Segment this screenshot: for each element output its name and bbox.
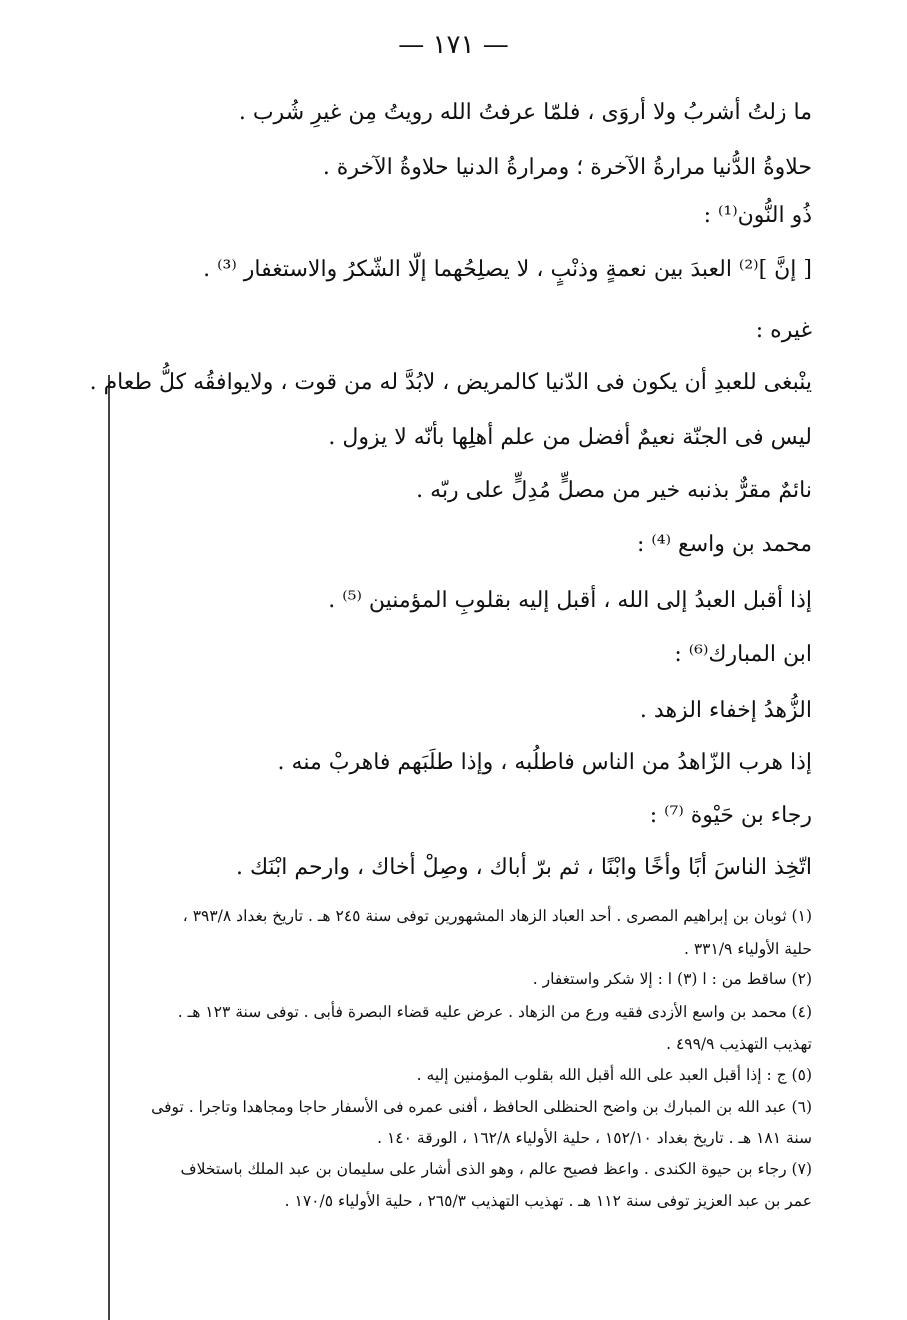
text-line-2: حلاوةُ الدُّنيا مرارةُ الآخرة ؛ ومرارةُ الدنيا حلاوةُ الآخرة .: [322, 155, 812, 180]
footnote-line-4: (٤) محمد بن واسع الأزدى فقيه ورع من الزهاد . عرض عليه قضاء البصرة فأبى . توفى سنة ١٢٣ هـ .: [177, 1003, 812, 1021]
footnote-line-8: سنة ١٨١ هـ . تاريخ بغداد ١٥٢/١٠ ، حلية الأولياء ١٦٢/٨ ، الورقة ١٤٠ .: [377, 1129, 812, 1147]
speaker-raja-bin-haywa: رجاء بن حَيْوة ⁽⁷⁾ :: [649, 803, 812, 828]
footnote-line-6: (٥) ج : إذا أقبل العبد على الله أقبل الله بقلوب المؤمنين إليه .: [416, 1066, 812, 1084]
speaker-other: غيره :: [755, 318, 812, 343]
footnote-line-9: (٧) رجاء بن حيوة الكندى . واعظ فصيح عالم ، وهو الذى أشار على سليمان بن عبد الملك باستخلاف: [180, 1160, 812, 1178]
text-line-12: الزُّهدُ إخفاء الزهد .: [639, 698, 812, 723]
text-line-4: [ إنَّ ]⁽²⁾ العبدَ بين نعمةٍ وذنْبٍ ، لا يصلِحُهما إلّا الشّكرُ والاستغفار ⁽³⁾ .: [203, 257, 812, 282]
text-line-10: إذا أقبل العبدُ إلى الله ، أقبل إليه بقلوبِ المؤمنين ⁽⁵⁾ .: [328, 588, 812, 613]
footnote-line-10: عمر بن عبد العزيز توفى سنة ١١٢ هـ . تهذيب التهذيب ٢٦٥/٣ ، حلية الأولياء ١٧٠/٥ .: [284, 1192, 812, 1210]
text-line-6: ينْبغى للعبدِ أن يكون فى الدّنيا كالمريض ، لابُدَّ له من قوت ، ولايوافقُه كلُّ طعام .: [89, 370, 812, 395]
speaker-muhammad-bin-wasi: محمد بن واسع ⁽⁴⁾ :: [636, 532, 812, 557]
text-line-8: نائمٌ مقرٌّ بذنبه خير من مصلٍّ مُدِلٍّ على ربّه .: [416, 478, 812, 503]
text-line-15: اتّخِذ الناسَ أبًا وأخًا وابْنًا ، ثم برّ أباك ، وصِلْ أخاك ، وارحم ابْنَك .: [236, 855, 812, 880]
text-line-1: ما زلتُ أشربُ ولا أروَى ، فلمّا عرفتُ الله رويتُ مِن غيرِ شُرب .: [238, 100, 812, 125]
footnote-line-5: تهذيب التهذيب ٤٩٩/٩ .: [666, 1035, 812, 1053]
footnote-line-2: حلية الأولياء ٣٣١/٩ .: [684, 940, 812, 958]
footnote-line-7: (٦) عبد الله بن المبارك بن واضح الحنظلى الحافظ ، أفنى عمره فى الأسفار حاجا ومجاهدا وتاجرا . توفى: [151, 1098, 812, 1116]
page-number: — ١٧١ —: [398, 30, 509, 60]
text-line-7: ليس فى الجنّة نعيمٌ أفضل من علم أهلِها بأنّه لا يزول .: [328, 425, 812, 450]
footnote-line-1: (١) ثوبان بن إبراهيم المصرى . أحد العباد الزهاد المشهورين توفى سنة ٢٤٥ هـ . تاريخ بغداد ٣٩٣/٨ ،: [182, 907, 812, 925]
text-line-13: إذا هرب الزّاهدُ من الناس فاطلُبه ، وإذا طلَبَهم فاهربْ منه .: [277, 750, 812, 775]
speaker-ibn-al-mubarak: ابن المبارك⁽⁶⁾ :: [674, 642, 812, 667]
footnote-line-3: (٢) ساقط من : ا (٣) ا : إلا شكر واستغفار .: [532, 970, 812, 988]
speaker-dhun-nun: ذُو النُّون⁽¹⁾ :: [703, 203, 812, 228]
